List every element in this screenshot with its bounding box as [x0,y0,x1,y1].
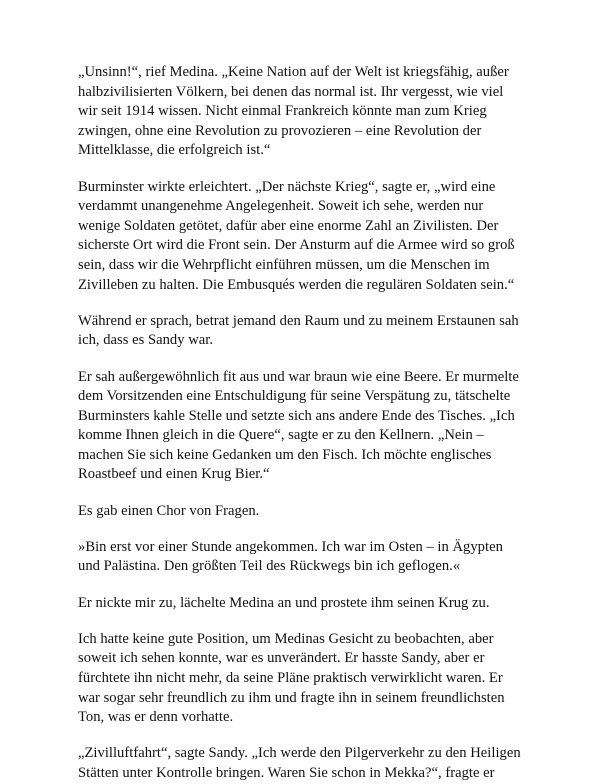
paragraph-8: Ich hatte keine gute Position, um Medinas Gesicht zu beobachten, aber soweit ich sehen konnte, war es unverändert. Er hasste Sandy, aber er fürchtete ihn nicht mehr, da seine Pläne praktisch verwirklicht waren. Er war sogar sehr freundlich zu ihm und fragte ihn in seinem freundlichsten Ton, was er denn vorhatte. [78,630,505,726]
document-body [78,63,526,784]
paragraph-7: Er nickte mir zu, lächelte Medina an und prostete ihm seinen Krug zu. [78,594,490,611]
paragraph-6: »Bin erst vor einer Stunde angekommen. Ich war im Osten – in Ägypten und Palästina. Den größten Teil des Rückwegs bin ich geflogen.« [78,538,503,575]
paragraph-2: Burminster wirkte erleichtert. „Der nächste Krieg“, sagte er, „wird eine verdammt unangenehme Angelegenheit. Soweit ich sehe, werden nur wenige Soldaten getötet, dafür aber eine enorme Zahl an Zivilisten. Der sicherste Ort wird die Front sein. Der Ansturm auf die Armee wird so groß sein, dass wir die Wehrpflicht einführen müssen, um die Menschen im Zivilleben zu halten. Die Embusqués werden die regulären Soldaten sein.“ [78,178,515,293]
paragraph-1: „Unsinn!“, rief Medina. „Keine Nation auf der Welt ist kriegsfähig, außer halbzivilisierten Völkern, bei denen das normal ist. Ihr vergesst, wie viel wir seit 1914 wissen. Nicht einmal Frankreich könnte man zum Krieg zwingen, ohne eine Revolution zu provozieren – eine Revolution der Mittelklasse, die erfolgreich ist.“ [78,64,509,159]
paragraph-5: Es gab einen Chor von Fragen. [78,502,260,519]
paragraph-3: Während er sprach, betrat jemand den Raum und zu meinem Erstaunen sah ich, dass es Sandy war. [78,312,519,349]
paragraph-4: Er sah außergewöhnlich fit aus und war braun wie eine Beere. Er murmelte dem Vorsitzenden eine Entschuldigung für seine Verspätung zu, tätschelte Burminsters kahle Stelle und setzte sich ans andere Ende des Tisches. „Ich komme Ihnen gleich in die Quere“, sagte er zu den Kellnern. „Nein – machen Sie sich keine Gedanken um den Fisch. Ich möchte englisches Roastbeef und einen Krug Bier.“ [78,368,519,483]
paragraph-9: „Zivilluftfahrt“, sagte Sandy. „Ich werde den Pilgerverkehr zu den Heiligen Stätten unter Kontrolle bringen. Waren Sie schon in Mekka?“, fragte er [78,745,521,781]
